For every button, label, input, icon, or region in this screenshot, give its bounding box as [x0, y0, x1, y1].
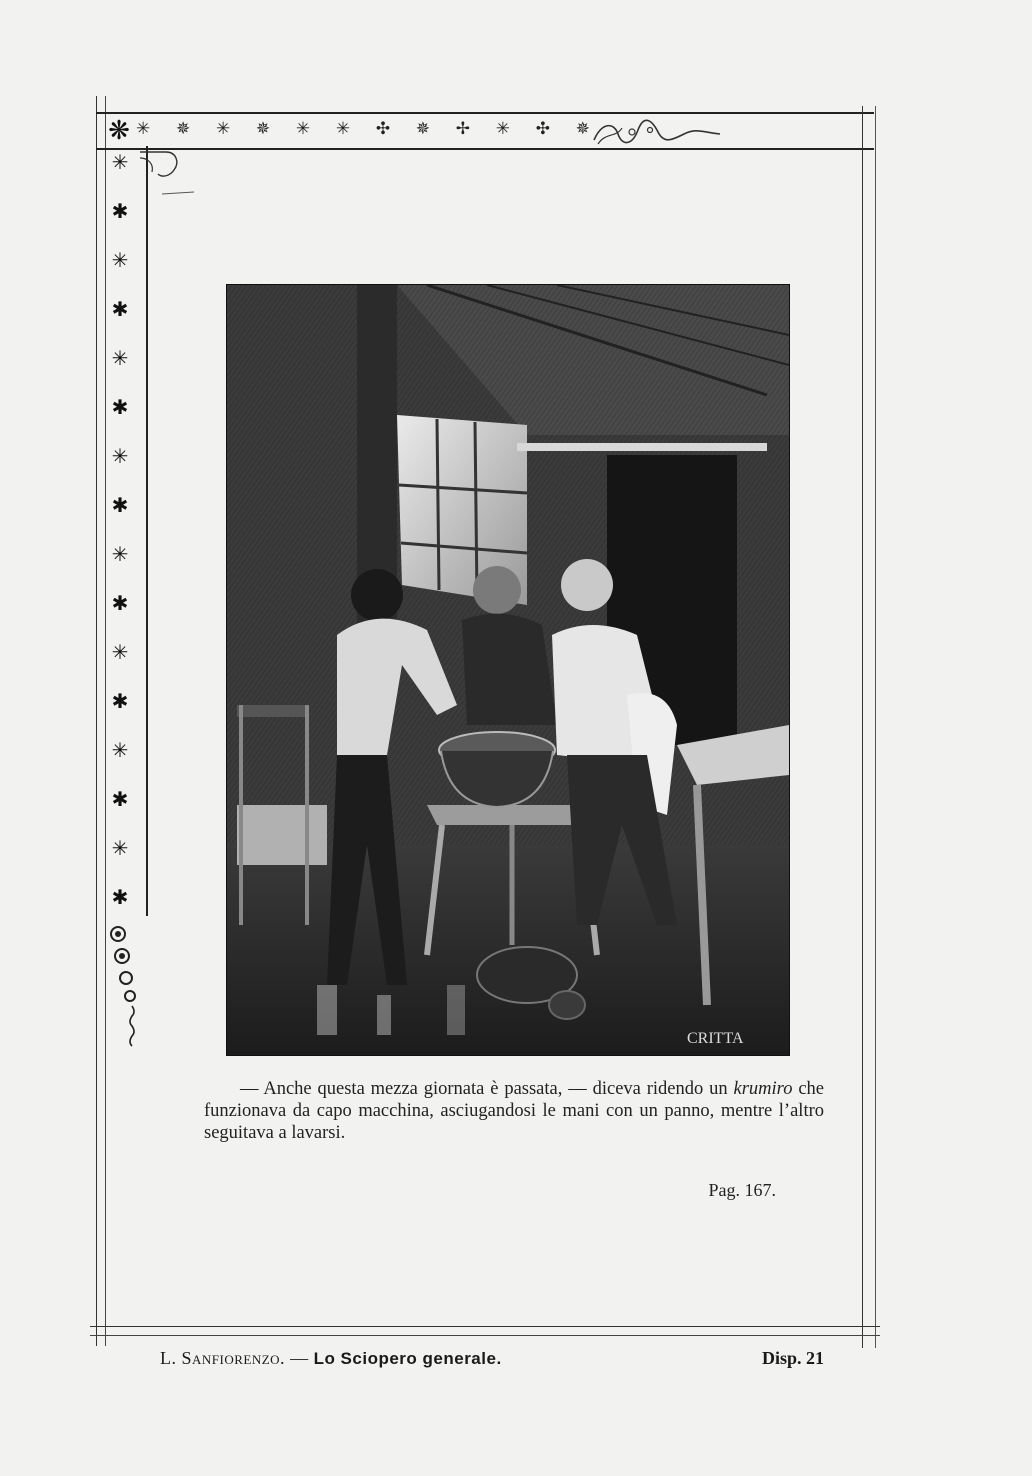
- star-ornament: ✢: [455, 119, 470, 138]
- star-ornament: ✱: [111, 495, 129, 517]
- star-ornament: ✳: [111, 740, 129, 762]
- page-reference: Pag. 167.: [708, 1180, 776, 1200]
- star-ornament: ✳: [295, 119, 311, 138]
- flourish-ornament-top: [592, 118, 722, 148]
- caption-text-before: Anche questa mezza giornata è passata, — diceva ridendo un: [263, 1079, 728, 1099]
- footer-separator: —: [290, 1348, 309, 1368]
- star-ornament: ✱: [111, 299, 129, 321]
- caption-paragraph: [204, 1078, 824, 1144]
- star-ornament: ✣: [375, 119, 391, 138]
- star-ornament: ✳: [215, 119, 231, 138]
- artist-signature: CRITTA: [687, 1030, 744, 1047]
- footer-author: L. Sanfiorenzo.: [160, 1348, 286, 1368]
- star-ornament: ✳: [111, 642, 129, 664]
- star-ornament: ✳: [111, 446, 129, 468]
- star-ornament: ✵: [175, 119, 191, 138]
- workshop-scene-image: [227, 285, 789, 1055]
- star-ornament: ✱: [111, 397, 129, 419]
- star-ornament: ✳: [136, 119, 151, 138]
- caption-text-after: che funzionava da capo macchina, asciugandosi le mani con un panno, mentre l’altro seguitava a lavarsi.: [204, 1079, 825, 1143]
- caption-italic-word: krumiro: [733, 1079, 793, 1099]
- star-ornament: ✳: [111, 152, 129, 174]
- page-footer: [160, 1348, 824, 1372]
- star-ornament: ✳: [495, 119, 510, 138]
- top-ornament-row: [136, 118, 590, 140]
- footer-book-title: Lo Sciopero generale.: [313, 1349, 502, 1368]
- engraving-illustration: [226, 284, 790, 1056]
- flourish-ornament-corner: [136, 148, 196, 198]
- star-ornament: ✱: [111, 789, 129, 811]
- scroll-ornament-left: [106, 922, 146, 1062]
- corner-star-ornament: ❋: [108, 116, 130, 145]
- frame-right-border: [862, 106, 876, 1348]
- star-ornament: ✵: [415, 119, 431, 138]
- star-ornament: ✱: [111, 691, 129, 713]
- star-ornament: ✳: [335, 119, 351, 138]
- star-ornament: ✣: [535, 119, 550, 138]
- star-ornament: ✱: [111, 201, 129, 223]
- star-ornament: ✳: [111, 838, 129, 860]
- frame-bottom-border: [90, 1326, 880, 1336]
- star-ornament: ✵: [255, 119, 271, 138]
- footer-dispensa: Disp. 21: [761, 1348, 824, 1368]
- footer-author-title: [160, 1348, 502, 1369]
- caption-dash: —: [240, 1079, 259, 1099]
- star-ornament: ✳: [111, 348, 129, 370]
- star-ornament: ✱: [111, 593, 129, 615]
- illustration-caption: [204, 1078, 824, 1144]
- star-ornament: ✱: [111, 887, 129, 909]
- star-ornament: ✳: [111, 250, 129, 272]
- star-ornament: ✳: [111, 544, 129, 566]
- star-ornament: ✵: [575, 119, 590, 138]
- side-ornament-column: [106, 150, 134, 910]
